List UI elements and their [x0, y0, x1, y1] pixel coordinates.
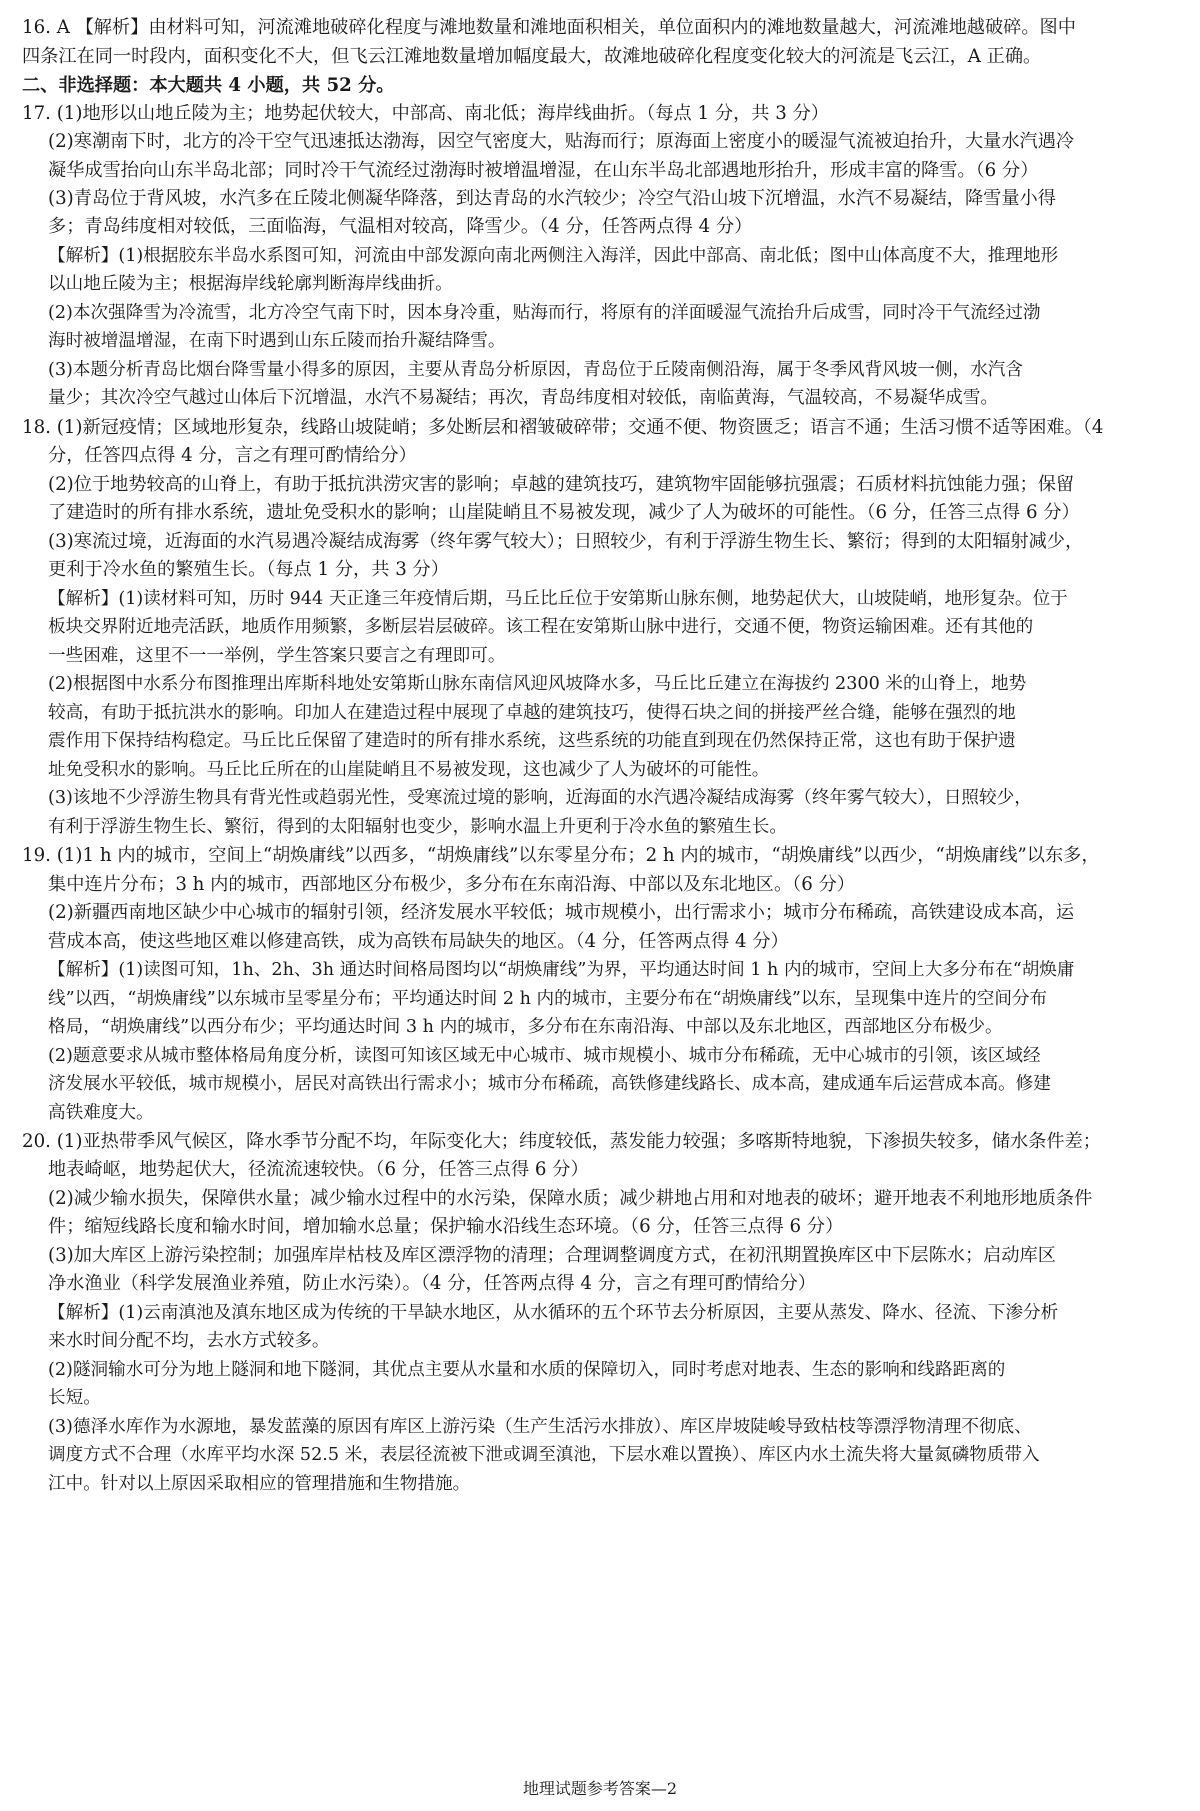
q18-analysis-3: 一些困难，这里不一一举例，学生答案只要言之有理即可。: [48, 646, 506, 666]
q18-analysis-6: 震作用下保持结构稳定。马丘比丘保留了建造时的所有排水系统，这些系统的功能直到现在仍然保持正常，这也有助于保护遗: [48, 731, 1016, 751]
q16-line-2: 四条江在同一时段内，面积变化不大，但飞云江滩地数量增加幅度最大，故滩地破碎化程度变化较大的河流是飞云江，A 正确。: [22, 46, 1042, 67]
q20-line-2: 地表崎岖，地势起伏大，径流流速较快。（6 分，任答三点得 6 分）: [48, 1159, 589, 1180]
q18-analysis-8: (3)该地不少浮游生物具有背光性或趋弱光性，受寒流过境的影响，近海面的水汽遇冷凝结成海雾（终年雾气较大），日照较少，: [48, 788, 1032, 808]
q18-line-6: 更利于冷水鱼的繁殖生长。（每点 1 分，共 3 分）: [48, 559, 449, 580]
q19-analysis-3: 格局，“胡焕庸线”以西分布少；平均通达时间 3 h 内的城市，多分布在东南沿海、中部以及东北地区，西部地区分布极少。: [48, 1017, 1003, 1037]
q19-analysis-1: 【解析】(1)读图可知，1h、2h、3h 通达时间格局图均以“胡焕庸线”为界，平均通达时间 1 h 内的城市，空间上大多分布在“胡焕庸: [48, 960, 1075, 980]
q16-line-1: 16. A 【解析】由材料可知，河流滩地破碎化程度与滩地数量和滩地面积相关，单位面积内的滩地数量越大，河流滩地越破碎。图中: [22, 17, 1076, 38]
q19-line-2: 集中连片分布；3 h 内的城市，西部地区分布极少，多分布在东南沿海、中部以及东北地区。（6 分）: [48, 874, 855, 895]
q18-line-3: (2)位于地势较高的山脊上，有助于抵抗洪涝灾害的影响；卓越的建筑技巧，建筑物牢固能够抗强震；石质材料抗蚀能力强；保留: [48, 474, 1075, 495]
q19-line-3: (2)新疆西南地区缺少中心城市的辐射引领，经济发展水平较低；城市规模小，出行需求小；城市分布稀疏，高铁建设成本高，运: [48, 902, 1075, 923]
q18-line-4: 了建造时的所有排水系统，遗址免受积水的影响；山崖陡峭且不易被发现，减少了人为破坏的可能性。（6 分，任答三点得 6 分）: [48, 502, 1080, 523]
q18-line-2: 分，任答四点得 4 分，言之有理可酌情给分）: [48, 445, 417, 466]
q17-analysis-6: 量少；其次冷空气越过山体后下沉增温，水汽不易凝结；再次，青岛纬度相对较低，南临黄海，气温较高，不易凝华成雪。: [48, 388, 999, 408]
q19-analysis-5: 济发展水平较低，城市规模小，居民对高铁出行需求小；城市分布稀疏，高铁修建线路长、成本高，建成通车后运营成本高。修建: [48, 1074, 1051, 1094]
q17-analysis-4: 海时被增温增湿，在南下时遇到山东丘陵而抬升凝结降雪。: [48, 331, 506, 351]
q20-line-1: 20. (1)亚热带季风气候区，降水季节分配不均，年际变化大；纬度较低，蒸发能力较强；多喀斯特地貌，下渗损失较多，储水条件差；: [22, 1131, 1101, 1152]
q18-analysis-4: (2)根据图中水系分布图推理出库斯科地处安第斯山脉东南信风迎风坡降水多，马丘比丘建立在海拔约 2300 米的山脊上，地势: [48, 674, 1027, 694]
q19-line-4: 营成本高，使这些地区难以修建高铁，成为高铁布局缺失的地区。（4 分，任答两点得 4 分）: [48, 931, 789, 952]
q20-analysis-2: 来水时间分配不均，去水方式较多。: [48, 1331, 330, 1351]
q20-line-4: 件；缩短线路长度和输水时间，增加输水总量；保护输水沿线生态环境。（6 分，任答三点得 6 分）: [48, 1216, 844, 1237]
q18-line-5: (3)寒流过境，近海面的水汽易遇冷凝结成海雾（终年雾气较大）；日照较少，有利于浮游生物生长、繁衍；得到的太阳辐射减少，: [48, 531, 1084, 552]
q18-analysis-5: 较高，有助于抵抗洪水的影响。印加人在建造过程中展现了卓越的建筑技巧，使得石块之间的拼接严丝合缝，能够在强烈的地: [48, 703, 1016, 723]
q18-analysis-2: 板块交界附近地壳活跃，地质作用频繁，多断层岩层破碎。该工程在安第斯山脉中进行，交通不便，物资运输困难。还有其他的: [48, 617, 1034, 637]
q17-analysis-1: 【解析】(1)根据胶东半岛水系图可知，河流由中部发源向南北两侧注入海洋，因此中部高、南北低；图中山体高度不大，推理地形: [48, 246, 1059, 266]
q19-analysis-4: (2)题意要求从城市整体格局角度分析，读图可知该区域无中心城市、城市规模小、城市分布稀疏，无中心城市的引领，该区域经: [48, 1046, 1041, 1066]
q18-analysis-7: 址免受积水的影响。马丘比丘所在的山崖陡峭且不易被发现，这也减少了人为破坏的可能性。: [48, 760, 770, 780]
q17-line-3: 凝华成雪抬向山东半岛北部；同时冷干气流经过渤海时被增温增湿，在山东半岛北部遇地形抬升，形成丰富的降雪。（6 分）: [48, 160, 1039, 181]
q17-analysis-5: (3)本题分析青岛比烟台降雪量小得多的原因，主要从青岛分析原因，青岛位于丘陵南侧沿海，属于冬季风背风坡一侧，水汽含: [48, 360, 1023, 380]
q19-line-1: 19. (1)1 h 内的城市，空间上“胡焕庸线”以西多，“胡焕庸线”以东零星分布；2 h 内的城市，“胡焕庸线”以西少，“胡焕庸线”以东多，: [22, 845, 1100, 866]
q18-analysis-1: 【解析】(1)读材料可知，历时 944 天正逢三年疫情后期，马丘比丘位于安第斯山脉东侧，地势起伏大，山坡陡峭，地形复杂。位于: [48, 589, 1068, 609]
q20-analysis-3: (2)隧洞输水可分为地上隧洞和地下隧洞，其优点主要从水量和水质的保障切入，同时考虑对地表、生态的影响和线路距离的: [48, 1360, 1006, 1380]
q19-analysis-6: 高铁难度大。: [48, 1103, 154, 1123]
q19-analysis-2: 线”以西，“胡焕庸线”以东城市呈零星分布；平均通达时间 2 h 内的城市，主要分布在“胡焕庸线”以东，呈现集中连片的空间分布: [48, 989, 1048, 1009]
q18-analysis-9: 有利于浮游生物生长、繁衍，得到的太阳辐射也变少，影响水温上升更利于冷水鱼的繁殖生长。: [48, 817, 787, 837]
q20-line-3: (2)减少输水损失，保障供水量；减少输水过程中的水污染，保障水质；减少耕地占用和对地表的破坏；避开地表不利地形地质条件: [48, 1188, 1093, 1209]
q18-line-1: 18. (1)新冠疫情；区域地形复杂，线路山坡陡峭；多处断层和褶皱破碎带；交通不便、物资匮乏；语言不通；生活习惯不适等困难。（4: [22, 417, 1104, 438]
q20-analysis-4: 长短。: [48, 1388, 101, 1408]
q20-line-6: 净水渔业（科学发展渔业养殖，防止水污染）。（4 分，任答两点得 4 分，言之有理可酌情给分）: [48, 1273, 816, 1294]
q17-analysis-3: (2)本次强降雪为冷流雪，北方冷空气南下时，因本身冷重，贴海而行，将原有的洋面暖湿气流抬升后成雪，同时冷干气流经过渤: [48, 303, 1041, 323]
q20-analysis-6: 调度方式不合理（水库平均水深 52.5 米，表层径流被下泄或调至滇池，下层水难以置换）、库区内水土流失将大量氮磷物质带入: [48, 1445, 1040, 1465]
page-footer: 地理试题参考答案—2: [522, 1779, 678, 1798]
q17-line-5: 多；青岛纬度相对较低，三面临海，气温相对较高，降雪少。（4 分，任答两点得 4 分）: [48, 216, 753, 237]
q20-analysis-1: 【解析】(1)云南滇池及滇东地区成为传统的干旱缺水地区，从水循环的五个环节去分析原因，主要从蒸发、降水、径流、下渗分析: [48, 1303, 1059, 1323]
q17-line-4: (3)青岛位于背风坡，水汽多在丘陵北侧凝华降落，到达青岛的水汽较少；冷空气沿山坡下沉增温，水汽不易凝结，降雪量小得: [48, 188, 1056, 209]
q17-analysis-2: 以山地丘陵为主；根据海岸线轮廓判断海岸线曲折。: [48, 274, 453, 294]
section-heading: 二、非选择题：本大题共 4 小题，共 52 分。: [22, 75, 395, 96]
q20-analysis-7: 江中。针对以上原因采取相应的管理措施和生物措施。: [48, 1474, 471, 1494]
q17-line-2: (2)寒潮南下时，北方的冷干空气迅速抵达渤海，因空气密度大，贴海而行；原海面上密度小的暖湿气流被迫抬升，大量水汽遇冷: [48, 131, 1075, 152]
q17-line-1: 17. (1)地形以山地丘陵为主；地势起伏较大，中部高、南北低；海岸线曲折。（每点 1 分，共 3 分）: [22, 103, 829, 124]
q20-analysis-5: (3)德泽水库作为水源地，暴发蓝藻的原因有库区上游污染（生产生活污水排放）、库区岸坡陡峻导致枯枝等漂浮物清理不彻底、: [48, 1417, 1032, 1437]
q20-line-5: (3)加大库区上游污染控制；加强库岸枯枝及库区漂浮物的清理；合理调整调度方式，在初汛期置换库区中下层陈水；启动库区: [48, 1245, 1056, 1266]
